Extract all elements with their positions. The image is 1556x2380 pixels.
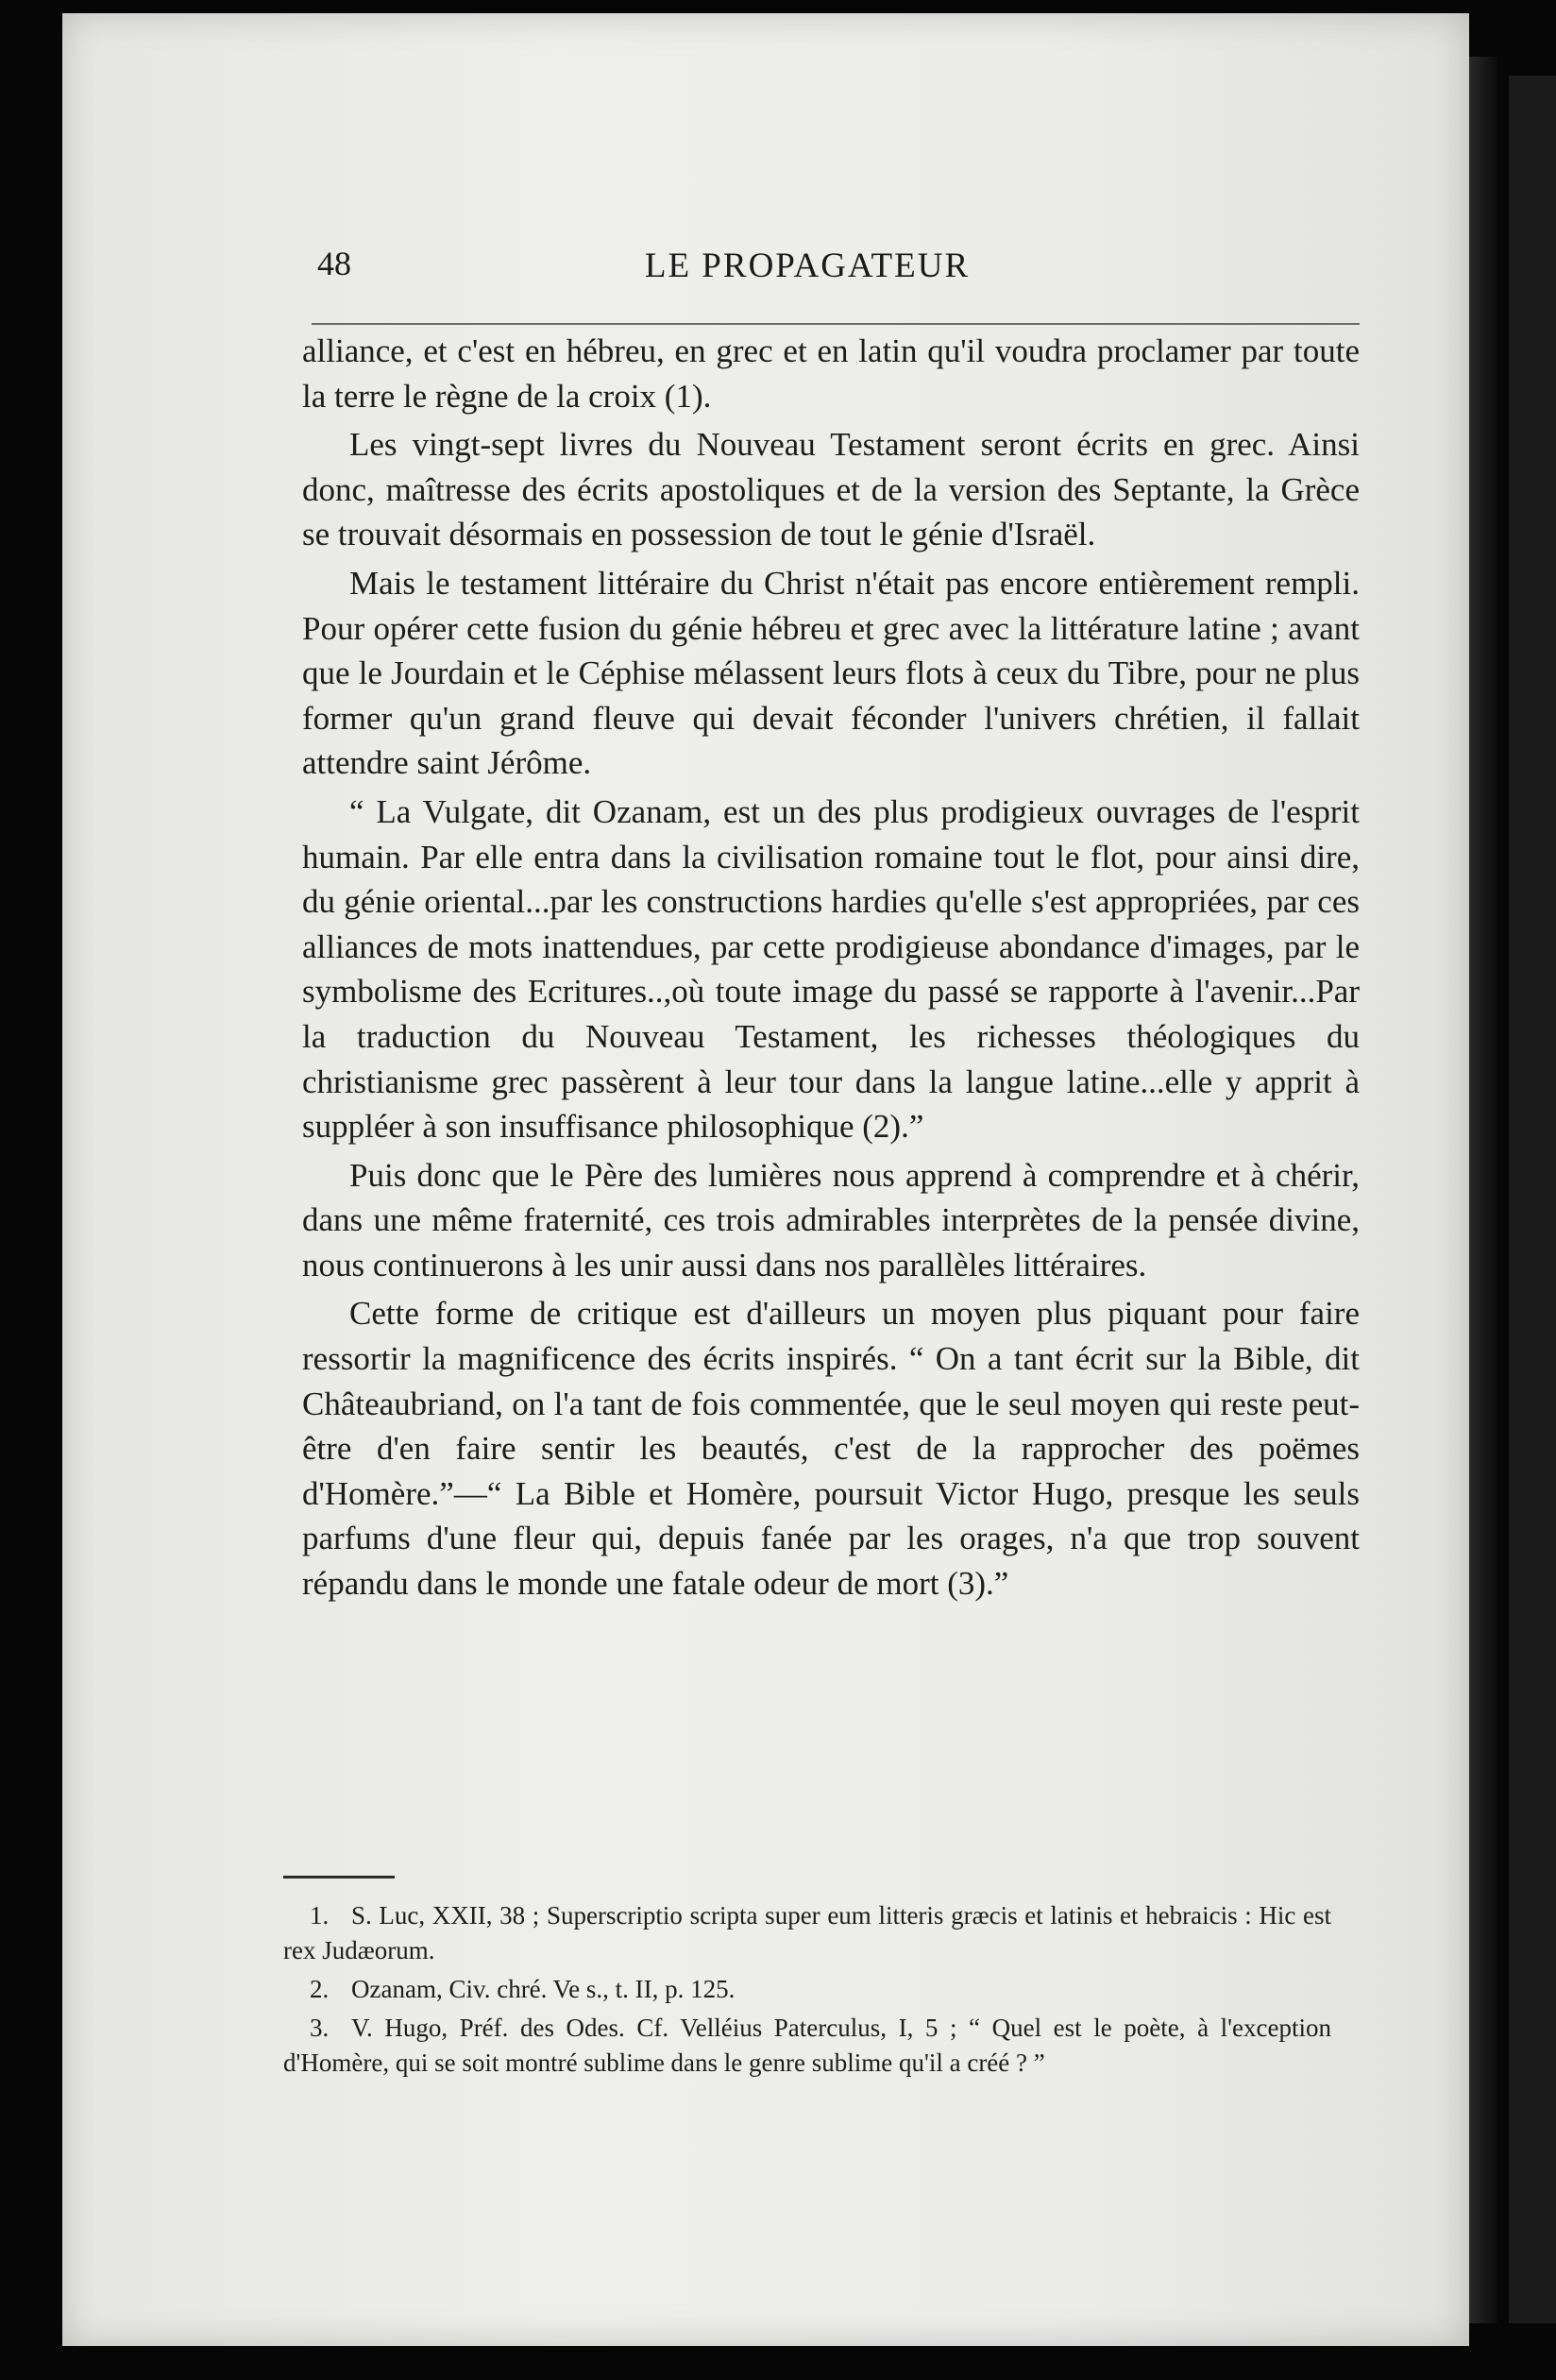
paragraph: Mais le testament littéraire du Christ n'était pas encore entièrement rempli. Pour opérer cette fusion du génie hébreu et grec avec la littérature latine ; avant que le Jourdain et le Céphise mélassent leurs flots à ceux du Tibre, pour ne plus former qu'un grand fleuve qui devait féconder l'univers chrétien, il fallait attendre saint Jérôme. xyxy=(302,564,1360,782)
footnote xyxy=(283,1972,1331,2007)
paragraph: Puis donc que le Père des lumières nous apprend à comprendre et à chérir, dans une même fraternité, ces trois admirables interprètes de la pensée divine, nous continuerons à les unir aussi dans nos parallèles littéraires. xyxy=(302,1156,1360,1284)
footnote-text: S. Luc, XXII, 38 ; Superscriptio scripta super eum litteris græcis et latinis et hebraicis : Hic est rex Judæorum. xyxy=(283,1901,1331,1964)
paragraph: alliance, et c'est en hébreu, en grec et en latin qu'il voudra proclamer par toute la terre le règne de la croix (1). xyxy=(302,332,1360,415)
footnote-number: 3. xyxy=(310,2014,330,2042)
footnote-number: 2. xyxy=(310,1975,330,2003)
paragraph: Cette forme de critique est d'ailleurs un moyen plus piquant pour faire ressortir la magnificence des écrits inspirés. “ On a tant écrit sur la Bible, dit Châteaubriand, on l'a tant de fois commentée, que le seul moyen qui reste peut-être d'en faire sentir les beautés, c'est de la rapprocher des poëmes d'Homère.”—“ La Bible et Homère, poursuit Victor Hugo, presque les seuls parfums d'une fleur qui, depuis fanée par les orages, n'a que trop souvent répandu dans le monde une fatale odeur de mort (3).” xyxy=(302,1295,1360,1603)
running-title: LE PROPAGATEUR xyxy=(644,246,971,285)
page-number: 48 xyxy=(317,245,351,282)
book-edge-shadow xyxy=(1469,57,1497,2323)
header-rule xyxy=(312,323,1360,325)
footnotes xyxy=(283,1898,1331,2084)
paragraph: “ La Vulgate, dit Ozanam, est un des plus prodigieux ouvrages de l'esprit humain. Par elle entra dans la civilisation romaine tout le flot, pour ainsi dire, du génie oriental...par les constructions hardies qu'elle s'est appropriées, par ces alliances de mots inattendues, par cette prodigieuse abondance d'images, par le symbolisme des Ecritures..,où toute image du passé se rapporte à l'avenir...Par la traduction du Nouveau Testament, les richesses théologiques du christianisme grec passèrent à leur tour dans la langue latine...elle y apprit à suppléer à son insuffisance philosophique (2).” xyxy=(302,792,1360,1146)
footnote xyxy=(283,2011,1331,2081)
main-text xyxy=(302,329,1360,1610)
adjacent-page-strip xyxy=(1509,76,1556,2323)
footnote-text: V. Hugo, Préf. des Odes. Cf. Velléius Paterculus, I, 5 ; “ Quel est le poète, à l'exception d'Homère, qui se soit montré sublime dans le genre sublime qu'il a créé ? ” xyxy=(283,2014,1331,2077)
footnote-number: 1. xyxy=(310,1901,330,1930)
footnote-rule xyxy=(283,1876,395,1878)
footnote xyxy=(283,1898,1331,1968)
paragraph: Les vingt-sept livres du Nouveau Testament seront écrits en grec. Ainsi donc, maîtresse des écrits apostoliques et de la version des Septante, la Grèce se trouvait désormais en possession de tout le génie d'Israël. xyxy=(302,426,1360,553)
page-header xyxy=(255,244,1360,291)
footnote-text: Ozanam, Civ. chré. Ve s., t. II, p. 125. xyxy=(351,1975,736,2003)
